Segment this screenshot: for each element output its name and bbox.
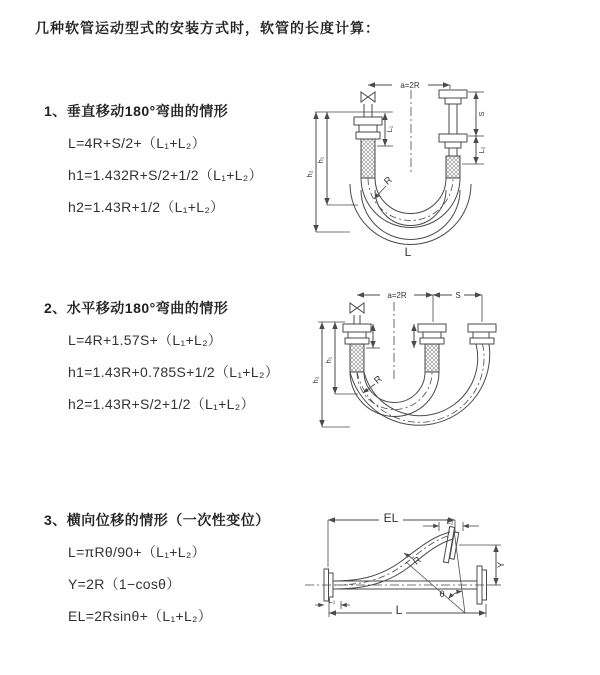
section-2-heading: 2、水平移动180°弯曲的情形 xyxy=(44,300,229,316)
dim-label-l1: L₁ xyxy=(328,596,336,605)
diagram-vertical-180-bend xyxy=(300,72,590,262)
formula-h1: h1=1.43R+0.785S+1/2（L₁+L₂） xyxy=(68,364,279,380)
hose-centerline xyxy=(368,178,453,221)
formula-h1: h1=1.432R+S/2+1/2（L₁+L₂） xyxy=(68,167,263,183)
flange-middle xyxy=(418,324,446,332)
valve-icon xyxy=(350,303,364,313)
diagram-horizontal-180-bend xyxy=(300,282,600,472)
dim-label-a2r: a=2R xyxy=(400,81,420,90)
dim-label-h1: h₁ xyxy=(316,156,325,164)
section-2-formulas xyxy=(68,324,279,420)
hose-wall-top xyxy=(334,532,450,581)
section-3-formulas xyxy=(68,536,270,632)
dim-label-l2: L₂ xyxy=(446,517,454,526)
section-lateral-displacement xyxy=(44,510,270,632)
dim-label-y: Y xyxy=(496,561,507,569)
dim-label-l: L xyxy=(395,603,403,617)
dim-label-h2: h₂ xyxy=(311,376,320,384)
flange-right xyxy=(468,324,496,332)
section-vertical-movement xyxy=(44,101,263,223)
formula-y: Y=2R（1−cosθ） xyxy=(68,576,181,592)
section-1-heading: 1、垂直移动180°弯曲的情形 xyxy=(44,103,229,119)
angle-label-theta: θ xyxy=(439,589,445,600)
angle-arc xyxy=(448,591,462,598)
formula-length: L=4R+S/2+（L₁+L₂） xyxy=(68,135,206,151)
braided-hose-right xyxy=(446,156,460,178)
dim-label-s: S xyxy=(455,291,461,300)
section-3-heading: 3、横向位移的情形（一次性变位） xyxy=(44,512,270,528)
formula-el: EL=2Rsinθ+（L₁+L₂） xyxy=(68,608,213,624)
section-1-formulas xyxy=(68,127,263,223)
braided-hose-left xyxy=(361,139,375,178)
diagram-lateral-displacement xyxy=(293,505,598,655)
flange-upper xyxy=(443,526,459,563)
dim-label-h1: h₁ xyxy=(324,356,333,364)
flange-left xyxy=(354,117,382,125)
radius-line xyxy=(406,562,465,613)
dim-label-l2: L₂ xyxy=(477,146,486,154)
dim-label-l1: L₁ xyxy=(385,125,394,133)
angle-reference-line xyxy=(454,530,465,613)
hose-outermost-arc xyxy=(350,184,471,244)
formula-h2: h2=1.43R+S/2+1/2（L₁+L₂） xyxy=(68,396,255,412)
formula-length: L=πRθ/90+（L₁+L₂） xyxy=(68,544,206,560)
dim-label-a2r: a=2R xyxy=(387,291,407,300)
hose-outer-wall-moved xyxy=(350,344,490,425)
braided-hose-middle xyxy=(425,344,439,372)
length-label-l: L xyxy=(404,245,412,259)
flange-right-top xyxy=(439,90,467,98)
dim-label-el: EL xyxy=(383,511,399,525)
valve-icon xyxy=(361,92,375,102)
braided-hose-left xyxy=(350,344,364,372)
formula-length: L=4R+1.57S+（L₁+L₂） xyxy=(68,332,223,348)
section-horizontal-movement xyxy=(44,298,279,420)
radius-label-r: R xyxy=(372,373,385,387)
radius-label-r: R xyxy=(411,554,424,568)
radius-label-r: R xyxy=(382,174,395,188)
flange-right-bottom xyxy=(439,134,467,142)
page-title: 几种软管运动型式的安装方式时，软管的长度计算： xyxy=(35,20,380,36)
dim-label-h2: h₂ xyxy=(305,170,314,178)
dim-label-s: S xyxy=(477,111,486,117)
flange-left xyxy=(343,324,371,332)
formula-h2: h2=1.43R+1/2（L₁+L₂） xyxy=(68,199,225,215)
